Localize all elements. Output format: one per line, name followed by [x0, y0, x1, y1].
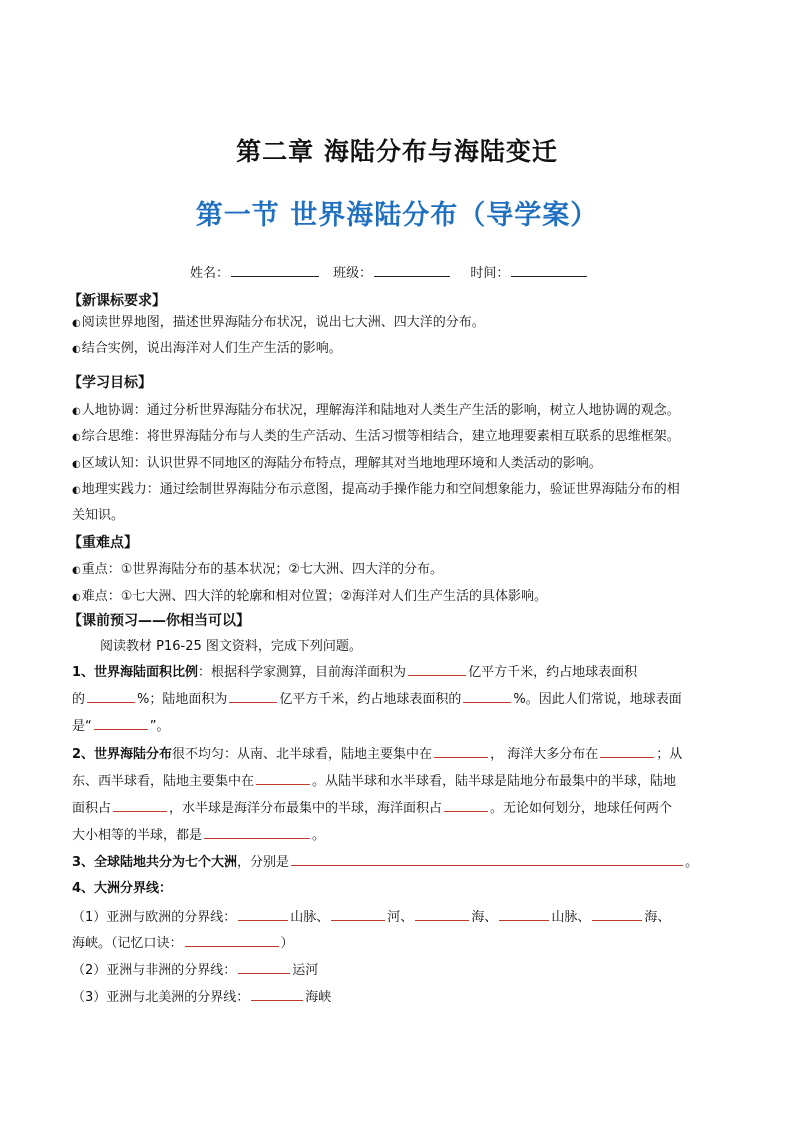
q4-sea-1-blank[interactable] — [415, 908, 469, 921]
class-blank[interactable] — [374, 264, 450, 277]
q2-line-4: 大小相等的半球，都是 。 — [72, 828, 326, 843]
goal-item-3: ◐区域认知：认识世界不同地区的海陆分布特点，理解其对当地地理环境和人类活动的影响。 — [72, 456, 602, 471]
q2-conclusion-blank[interactable] — [204, 826, 310, 839]
q2-land-share-blank[interactable] — [113, 799, 167, 812]
preview-heading: 【课前预习——你相当可以】 — [68, 613, 250, 629]
class-label: 班级： — [333, 266, 373, 281]
goals-heading: 【学习目标】 — [68, 375, 152, 391]
q4-heading: 4、大洲分界线： — [72, 881, 173, 896]
student-info-row — [190, 264, 710, 283]
q1-land-percent-blank[interactable] — [463, 690, 511, 703]
goal-item-4: ◐地理实践力：通过绘制世界海陆分布示意图，提高动手操作能力和空间想象能力，验证世界海陆分布的相 — [72, 482, 680, 497]
q2-line-1: 2、世界海陆分布很不均匀：从南、北半球看，陆地主要集中在 ， 海洋大多分布在 ；从 — [72, 747, 683, 762]
q4-mountain-2-blank[interactable] — [499, 908, 549, 921]
q1-ocean-percent-blank[interactable] — [87, 690, 135, 703]
goal-item-4-cont: 关知识。 — [72, 508, 125, 523]
q4-river-blank[interactable] — [331, 908, 385, 921]
q2-ocean-hemisphere-blank[interactable] — [600, 745, 654, 758]
key-points-heading: 【重难点】 — [68, 535, 138, 551]
name-label: 姓名： — [190, 266, 230, 281]
section-title: 第一节 世界海陆分布（导学案） — [195, 200, 599, 231]
q2-line-3: 面积占 ，水半球是海洋分布最集中的半球，海洋面积占 。无论如何划分，地球任何两个 — [72, 801, 673, 816]
q4-line-3: （3）亚洲与北美洲的分界线： 海峡 — [72, 990, 332, 1005]
goal-item-1: ◐人地协调：通过分析世界海陆分布状况，理解海洋和陆地对人类生产生活的影响，树立人地协调的观念。 — [72, 403, 680, 418]
key-point-item-1: ◐重点：①世界海陆分布的基本状况；②七大洲、四大洋的分布。 — [72, 562, 444, 577]
goal-item-2: ◐综合思维：将世界海陆分布与人类的生产活动、生活习惯等相结合，建立地理要素相互联系的思维框架。 — [72, 429, 680, 444]
q2-line-2: 东、西半球看，陆地主要集中在 。从陆半球和水半球看，陆半球是陆地分布最集中的半球，陆地 — [72, 774, 677, 789]
name-blank[interactable] — [231, 264, 319, 277]
time-label: 时间： — [470, 266, 510, 281]
q1-line-3: 是“ ”。 — [72, 719, 170, 734]
curriculum-item-2: ◐结合实例，说出海洋对人们生产生活的影响。 — [72, 341, 342, 356]
q4-strait-blank[interactable] — [251, 988, 303, 1001]
time-blank[interactable] — [511, 264, 587, 277]
q3-continents-blank[interactable] — [291, 853, 683, 866]
q2-east-west-blank[interactable] — [256, 772, 310, 785]
key-point-item-2: ◐难点：①七大洲、四大洋的轮廓和相对位置；②海洋对人们生产生活的具体影响。 — [72, 589, 548, 604]
q4-mnemonic-blank[interactable] — [185, 934, 279, 947]
curriculum-heading: 【新课标要求】 — [68, 293, 166, 309]
q1-saying-blank[interactable] — [94, 717, 148, 730]
q1-line-1: 1、世界海陆面积比例：根据科学家测算，目前海洋面积为 亿平方千米，约占地球表面积 — [72, 665, 638, 680]
q1-line-2: 的 %；陆地面积为 亿平方千米，约占地球表面积的 %。因此人们常说，地球表面 — [72, 692, 682, 707]
q4-line-2: （2）亚洲与非洲的分界线： 运河 — [72, 963, 319, 978]
preview-intro: 阅读教材 P16-25 图文资料，完成下列问题。 — [100, 639, 362, 654]
q4-sea-2-blank[interactable] — [592, 908, 642, 921]
q4-line-1-cont: 海峡。（记忆口诀： ） — [72, 936, 294, 951]
q2-ocean-share-blank[interactable] — [444, 799, 488, 812]
q1-land-area-blank[interactable] — [229, 690, 277, 703]
q4-canal-blank[interactable] — [238, 961, 290, 974]
curriculum-item-1: ◐阅读世界地图，描述世界海陆分布状况，说出七大洲、四大洋的分布。 — [72, 315, 485, 330]
q3-line: 3、全球陆地共分为七个大洲，分别是 。 — [72, 855, 699, 870]
chapter-title: 第二章 海陆分布与海陆变迁 — [236, 137, 558, 166]
q1-ocean-area-blank[interactable] — [408, 663, 466, 676]
q4-line-1: （1）亚洲与欧洲的分界线： 山脉、 河、 海、 山脉、 海、 — [72, 910, 671, 925]
q4-mountain-1-blank[interactable] — [238, 908, 288, 921]
q2-land-hemisphere-blank[interactable] — [434, 745, 488, 758]
